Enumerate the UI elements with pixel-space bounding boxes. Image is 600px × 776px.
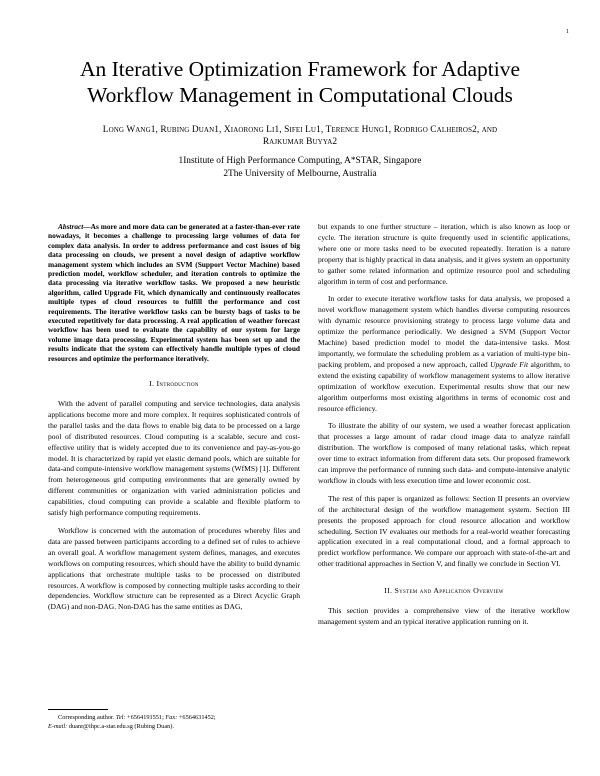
left-column [48, 222, 300, 613]
authors-line-2: Rajkumar Buyya2 [262, 137, 338, 147]
right-column [318, 222, 570, 628]
right-p2-part-b: algorithm, to extend the existing capability of workflow management systems to allow iterative optimization of workflow execution. Experimental results show that our new algorithm outperforms most existing algorithms in terms of economic cost and resource efficiency. [318, 359, 570, 413]
intro-paragraph-1: With the advent of parallel computing and service technologies, data analysis applications become more and more complex. It requires sophisticated controls of the parallel tasks and the data flows to enable big data to be processed on a large pool of distributed resources. Cloud computing is a scalable, secure and cost-effective utility that is widely accepted due to its convenience and pay-as-you-go model. It is characterized by rapid yet elastic demand pools, which are suitable for data-and compute-intensive workflow management systems (WfMS) [1]. Different from heterogeneous grid computing environments that are generally owned by different communities or organization with varied administration policies and capabilities, cloud computing can provide a scalable and flexible platform to satisfy high performance computing requirements. [48, 399, 300, 518]
footnote-fax: +6564631452; [177, 714, 216, 721]
abstract [48, 222, 300, 363]
abstract-text: —As more and more data can be generated at a faster-than-ever rate nowadays, it becomes a challenge to processing large volumes of data for complex data analysis. In order to address performance and cost issues of big data processing on clouds, we present a novel design of adaptive workflow management system which includes an SVM (Support Vector Machine) based prediction model, workflow scheduler, and iteration controls to optimize the data processing via iterative workflow tasks. We proposed a new heuristic algorithm, called Upgrade Fit, which dynamically and continuously reallocates multiple types of cloud resources to fulfill the performance and cost requirements. The iterative workflow tasks can be bursty bags of tasks to be executed repetitively for data processing. A real application of weather forecast workflow has been used to evaluate the capability of our system for large volume image data processing. Experimental system has been set up and the results indicate that the system can effectively handle multiple types of cloud resources and optimize the performance iteratively. [48, 222, 300, 363]
footnote-fax-label: Fax: [165, 714, 178, 721]
authors-line-1: Long Wang1, Rubing Duan1, Xiaorong Li1, Sifei Lu1, Terence Hung1, Rodrigo Calheiros2, and [102, 125, 498, 135]
section-1-heading: I. Introduction [149, 379, 199, 389]
footnote-corresponding: Corresponding author. [58, 714, 116, 721]
affiliation-1: 1Institute of High Performance Computing, A*STAR, Singapore [178, 156, 422, 166]
footnote-tel-label: Tel: [115, 714, 126, 721]
intro-paragraph-2: Workflow is concerned with the automation of procedures whereby files and data are passed between participants according to a defined set of rules to achieve an overall goal. A workflow management system defines, manages, and executes workflows on computing resources, which should have the ability to build dynamic applications that orchestrate multiple tasks to be processed on distributed resources. A workflow is composed by connecting multiple tasks according to their dependencies. Workflow structure can be represented as a Direct Acyclic Graph (DAG) and non-DAG. Non-DAG has the same entities as DAG, [48, 525, 300, 612]
title-line-1: An Iterative Optimization Framework for Adaptive [79, 57, 521, 81]
author-list [50, 124, 550, 148]
affiliation-2: 2The University of Melbourne, Australia [223, 168, 377, 179]
section-2-heading: II. System and Application Overview [384, 586, 504, 596]
right-paragraph-3: To illustrate the ability of our system, we used a weather forecast application that processes a large amount of radar cloud image data to analyze rainfall distribution. The workflow is composed of many relational tasks, which repeat over time to extract information from different data sets. Our proposed framework can improve the performance of running such data- and compute-intensive analytic workflow in clouds with less execution time and lower economic cost. [318, 421, 570, 485]
footnote-email: duanr@ihpc.a-star.edu.sg (Rubing Duan). [67, 722, 174, 730]
section-2-paragraph-1: This section provides a comprehensive view of the iterative workflow management system and an typical iterative application running on it. [318, 606, 570, 626]
upgrade-fit-term: Upgrade Fit [490, 359, 529, 369]
footnote-email-label: E-mail: [48, 722, 68, 730]
right-p2-part-a: In order to execute iterative workflow tasks for data analysis, we proposed a novel workflow management system which handles diverse computing resources with dynamic resource provisioning strategy to process large volume data and optimize the performance periodically. We designed a SVM (Support Vector Machine) based prediction model to model the data-intensive tasks. Most importantly, we formulate the scheduling problem as a variation of multi-type bin-packing problem, and proposed a new approach, called [318, 294, 570, 369]
affiliations [50, 155, 550, 180]
right-paragraph-2 [318, 294, 570, 414]
page-number: 1 [566, 29, 569, 35]
abstract-lead: Abstract [58, 222, 84, 231]
paper-title [40, 56, 560, 108]
right-paragraph-4: The rest of this paper is organized as follows: Section II presents an overview of the architectural design of the workflow management system. Section III presents the proposed approach for cloud resource allocation and workflow scheduling. Section IV evaluates our methods for a real-world weather forecasting application executed in a real computational cloud, and a formal approach to predict workflow performance. We compare our approach with state-of-the-art and other traditional approaches in Section V, and finally we conclude in Section VI. [318, 493, 570, 569]
title-line-2: Workflow Management in Computational Clouds [87, 83, 513, 107]
right-paragraph-1: but expands to one further structure – iteration, which is also known as loop or cycle. The iteration structure is quite frequently used in scientific applications, where one or more tasks need to be executed repeatedly. Iteration is a nature property that is highly practical in data analysis, and it gives system an opportunity to gather some related information and optimize resource pool and scheduling algorithm in term of cost and performance. [318, 222, 570, 286]
footnote-rule [48, 709, 108, 710]
footnote-tel: +6564191551; [125, 714, 166, 721]
footnote [48, 714, 300, 731]
